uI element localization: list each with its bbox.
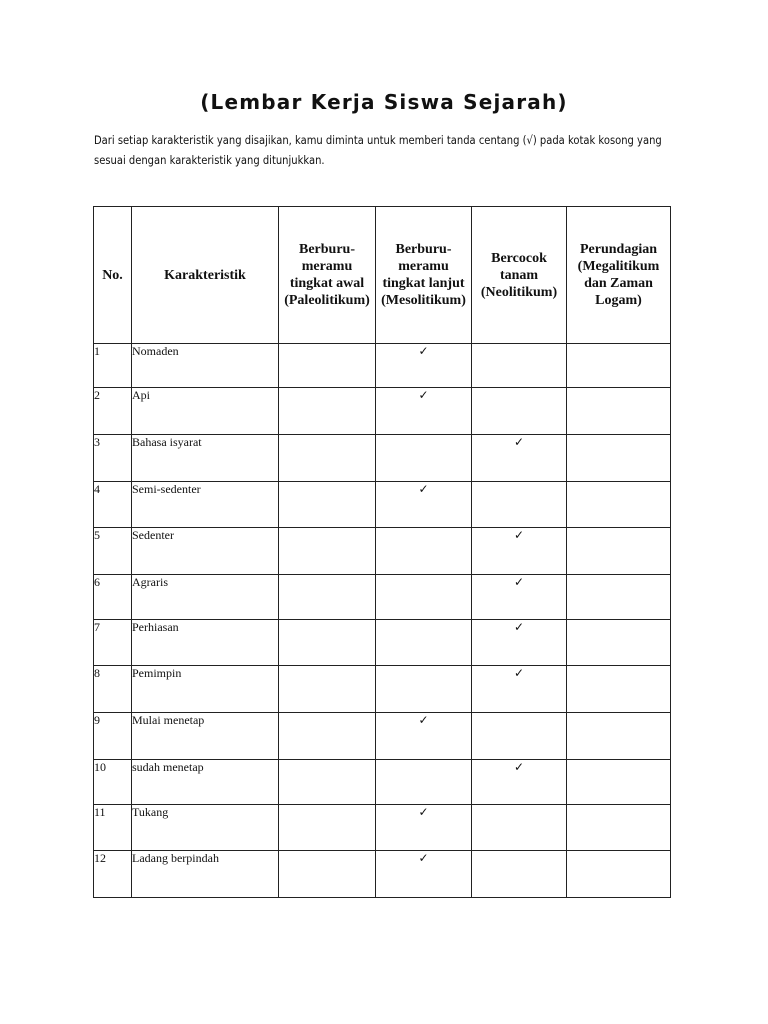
checkbox-cell[interactable] — [279, 482, 376, 528]
checkbox-cell[interactable] — [472, 666, 567, 713]
checkbox-cell[interactable] — [567, 666, 671, 713]
row-number: 4 — [94, 482, 132, 528]
checkbox-cell[interactable] — [279, 666, 376, 713]
check-mark-icon: ✓ — [418, 482, 429, 496]
header-mesolitikum: Berburu-meramu tingkat lanjut (Mesolitikum) — [376, 207, 472, 344]
table-row — [94, 620, 671, 666]
check-mark-icon: ✓ — [513, 528, 525, 542]
row-characteristic: sudah menetap — [132, 760, 279, 805]
check-mark-icon: ✓ — [513, 666, 525, 680]
header-neolitikum: Bercocok tanam (Neolitikum) — [472, 207, 567, 344]
header-row — [94, 207, 671, 344]
checkbox-cell[interactable] — [472, 851, 567, 898]
row-number: 10 — [94, 760, 132, 805]
check-mark-icon: ✓ — [513, 760, 525, 774]
table-row — [94, 666, 671, 713]
checkbox-cell[interactable] — [279, 528, 376, 575]
checkbox-cell[interactable] — [376, 388, 472, 435]
checkbox-cell[interactable] — [376, 713, 472, 760]
header-paleolitikum: Berburu-meramu tingkat awal (Paleolitikum) — [279, 207, 376, 344]
checkbox-cell[interactable] — [567, 851, 671, 898]
checkbox-cell[interactable] — [472, 344, 567, 388]
checkbox-cell[interactable] — [567, 388, 671, 435]
row-number: 1 — [94, 344, 132, 388]
checkbox-cell[interactable] — [279, 805, 376, 851]
row-number: 6 — [94, 575, 132, 620]
checkbox-cell[interactable] — [376, 344, 472, 388]
checkbox-cell[interactable] — [567, 805, 671, 851]
checkbox-cell[interactable] — [472, 713, 567, 760]
checkbox-cell[interactable] — [279, 620, 376, 666]
check-mark-icon: ✓ — [513, 575, 525, 589]
row-characteristic: Tukang — [132, 805, 279, 851]
checkbox-cell[interactable] — [279, 851, 376, 898]
checkbox-cell[interactable] — [376, 620, 472, 666]
check-mark-icon: ✓ — [418, 851, 429, 865]
checkbox-cell[interactable] — [472, 760, 567, 805]
checkbox-cell[interactable] — [472, 575, 567, 620]
checkbox-cell[interactable] — [567, 760, 671, 805]
checkbox-cell[interactable] — [567, 435, 671, 482]
checkbox-cell[interactable] — [376, 528, 472, 575]
check-mark-icon: ✓ — [418, 805, 429, 819]
row-number: 2 — [94, 388, 132, 435]
check-mark-icon: ✓ — [418, 713, 429, 727]
header-perundagian: Perundagian (Megalitikum dan Zaman Logam) — [567, 207, 671, 344]
checkbox-cell[interactable] — [567, 620, 671, 666]
row-characteristic: Agraris — [132, 575, 279, 620]
row-characteristic: Mulai menetap — [132, 713, 279, 760]
row-characteristic: Pemimpin — [132, 666, 279, 713]
checkbox-cell[interactable] — [567, 482, 671, 528]
row-number: 3 — [94, 435, 132, 482]
check-mark-icon: ✓ — [418, 344, 429, 358]
checkbox-cell[interactable] — [376, 435, 472, 482]
row-characteristic: Semi-sedenter — [132, 482, 279, 528]
page-title: (Lembar Kerja Siswa Sejarah) — [200, 90, 568, 114]
row-characteristic: Nomaden — [132, 344, 279, 388]
table-body — [94, 344, 671, 898]
row-number: 9 — [94, 713, 132, 760]
row-characteristic: Sedenter — [132, 528, 279, 575]
table-row — [94, 760, 671, 805]
checkbox-cell[interactable] — [472, 388, 567, 435]
table-row — [94, 575, 671, 620]
checkbox-cell[interactable] — [279, 435, 376, 482]
row-number: 8 — [94, 666, 132, 713]
checkbox-cell[interactable] — [279, 760, 376, 805]
instructions-text: Dari setiap karakteristik yang disajikan, kamu diminta untuk memberi tanda centang (√) pada kotak kosong yang sesuai dengan karakteristik yang ditunjukkan. — [94, 133, 662, 167]
row-characteristic: Bahasa isyarat — [132, 435, 279, 482]
row-number: 12 — [94, 851, 132, 898]
checkbox-cell[interactable] — [376, 851, 472, 898]
table-row — [94, 435, 671, 482]
header-characteristic: Karakteristik — [132, 207, 279, 344]
table-row — [94, 344, 671, 388]
row-number: 7 — [94, 620, 132, 666]
checkbox-cell[interactable] — [472, 435, 567, 482]
check-mark-icon: ✓ — [513, 435, 525, 449]
header-no: No. — [94, 207, 132, 344]
row-characteristic: Perhiasan — [132, 620, 279, 666]
check-mark-icon: ✓ — [513, 620, 525, 634]
checkbox-cell[interactable] — [279, 388, 376, 435]
checkbox-cell[interactable] — [279, 344, 376, 388]
table-row — [94, 528, 671, 575]
checkbox-cell[interactable] — [472, 482, 567, 528]
table-row — [94, 482, 671, 528]
checkbox-cell[interactable] — [567, 344, 671, 388]
table-row — [94, 805, 671, 851]
checkbox-cell[interactable] — [567, 528, 671, 575]
checkbox-cell[interactable] — [472, 805, 567, 851]
checkbox-cell[interactable] — [472, 620, 567, 666]
row-number: 11 — [94, 805, 132, 851]
checkbox-cell[interactable] — [279, 575, 376, 620]
checkbox-cell[interactable] — [279, 713, 376, 760]
row-number: 5 — [94, 528, 132, 575]
checkbox-cell[interactable] — [376, 575, 472, 620]
table-row — [94, 851, 671, 898]
checkbox-cell[interactable] — [567, 713, 671, 760]
row-characteristic: Ladang berpindah — [132, 851, 279, 898]
table-row — [94, 713, 671, 760]
checkbox-cell[interactable] — [567, 575, 671, 620]
table-row — [94, 388, 671, 435]
checkbox-cell[interactable] — [472, 528, 567, 575]
checkbox-cell[interactable] — [376, 666, 472, 713]
worksheet-table — [93, 206, 671, 898]
row-characteristic: Api — [132, 388, 279, 435]
checkbox-cell[interactable] — [376, 482, 472, 528]
checkbox-cell[interactable] — [376, 760, 472, 805]
check-mark-icon: ✓ — [418, 388, 429, 402]
checkbox-cell[interactable] — [376, 805, 472, 851]
